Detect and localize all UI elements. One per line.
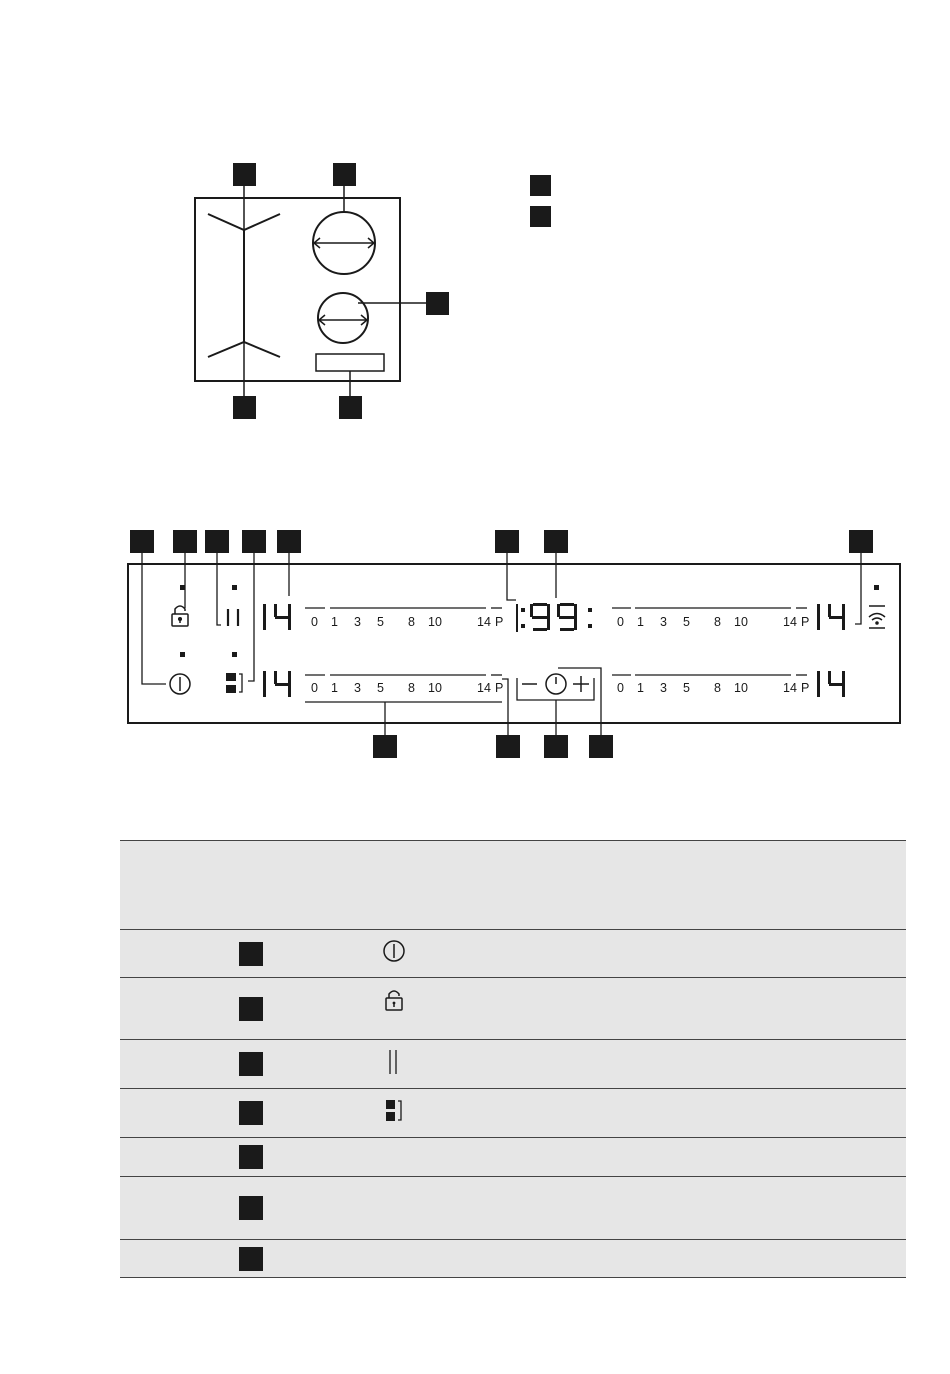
scale-label: 8 — [714, 681, 721, 695]
timer-controls — [522, 674, 589, 694]
scale-label: 3 — [660, 681, 667, 695]
symbol-reference-table — [120, 840, 906, 1278]
power-display-top-left — [263, 604, 291, 630]
scale-label: 3 — [354, 681, 361, 695]
bridge-icon — [226, 673, 242, 693]
scale-label: 1 — [331, 681, 338, 695]
pause-icon — [382, 1040, 644, 1089]
scale-label: 5 — [683, 681, 690, 695]
legend-marker — [530, 206, 551, 227]
power-icon — [382, 930, 644, 978]
scale-label: 1 — [331, 615, 338, 629]
power-scale-labels — [311, 615, 809, 695]
indicator-dot — [232, 652, 237, 657]
timer-display — [516, 603, 592, 632]
row-description — [644, 930, 906, 978]
table-header-row — [120, 841, 906, 930]
row-number-marker — [239, 1145, 263, 1169]
pause-icon — [228, 609, 238, 626]
indicator-dots — [180, 585, 879, 657]
scale-label: 5 — [377, 681, 384, 695]
callout-marker — [544, 530, 568, 553]
power-display-top-right — [817, 604, 845, 630]
bridge-zone-outline — [208, 214, 280, 357]
callout-marker — [373, 735, 397, 758]
panel-frame — [128, 564, 900, 723]
table-row — [120, 1240, 906, 1278]
callout-marker — [173, 530, 197, 553]
callout-marker — [242, 530, 266, 553]
row-number-marker — [239, 1247, 263, 1271]
scale-label: 5 — [377, 615, 384, 629]
scale-label: 0 — [311, 681, 318, 695]
scale-label: 14 — [783, 681, 797, 695]
callout-marker — [426, 292, 449, 315]
row-number-marker — [239, 1196, 263, 1220]
scale-label: 8 — [714, 615, 721, 629]
legend-marker — [530, 175, 551, 196]
scale-label: 10 — [734, 615, 748, 629]
table-row — [120, 978, 906, 1040]
table-row — [120, 1138, 906, 1177]
callout-marker — [233, 163, 256, 186]
callout-marker — [496, 735, 520, 758]
callout-marker — [333, 163, 356, 186]
row-number-marker — [239, 1101, 263, 1125]
callout-marker — [205, 530, 229, 553]
row-description — [644, 1138, 906, 1177]
table-row — [120, 1040, 906, 1089]
indicator-dot — [874, 585, 879, 590]
scale-label: 3 — [660, 615, 667, 629]
callout-marker — [130, 530, 154, 553]
scale-label: P — [801, 681, 810, 695]
scale-label: 10 — [734, 681, 748, 695]
hob2hood-icon — [869, 606, 885, 628]
row-number-marker — [239, 997, 263, 1021]
scale-label: 0 — [617, 615, 624, 629]
row-description — [644, 1089, 906, 1138]
power-display-bottom-right — [817, 671, 845, 697]
lock-icon — [172, 606, 188, 626]
scale-label: 14 — [477, 681, 491, 695]
row-number-marker — [239, 1052, 263, 1076]
table-header — [120, 841, 906, 930]
indicator-dot — [232, 585, 237, 590]
scale-label: 0 — [617, 681, 624, 695]
scale-label: 8 — [408, 681, 415, 695]
callout-marker — [849, 530, 873, 553]
row-number-marker — [239, 942, 263, 966]
row-description — [644, 1240, 906, 1278]
scale-label: 14 — [783, 615, 797, 629]
scale-label: P — [495, 681, 504, 695]
scale-label: 0 — [311, 615, 318, 629]
scale-label: 14 — [477, 615, 491, 629]
scale-label: 10 — [428, 681, 442, 695]
callout-marker — [277, 530, 301, 553]
hob-layout-diagram — [0, 0, 950, 440]
callout-marker — [589, 735, 613, 758]
table-row — [120, 930, 906, 978]
indicator-dot — [180, 585, 185, 590]
scale-label: 1 — [637, 615, 644, 629]
large-zone-diameter-arrow — [314, 238, 374, 248]
power-icon — [170, 674, 190, 694]
scale-label: 10 — [428, 615, 442, 629]
row-description — [644, 1177, 906, 1240]
row-description — [644, 1040, 906, 1089]
control-panel-diagram — [0, 520, 950, 760]
lock-icon — [382, 978, 644, 1040]
callout-marker — [233, 396, 256, 419]
row-description — [644, 978, 906, 1040]
scale-label: 1 — [637, 681, 644, 695]
scale-label: 8 — [408, 615, 415, 629]
control-panel-outline — [316, 354, 384, 371]
panel-callout-leaders — [142, 553, 861, 735]
power-display-bottom-left — [263, 671, 291, 697]
small-cooking-zone — [318, 293, 368, 343]
callout-marker — [339, 396, 362, 419]
callout-marker — [495, 530, 519, 553]
table-row — [120, 1177, 906, 1240]
small-zone-diameter-arrow — [319, 315, 367, 325]
callout-marker — [544, 735, 568, 758]
scale-label: 3 — [354, 615, 361, 629]
bridge-icon — [382, 1089, 644, 1138]
indicator-dot — [180, 652, 185, 657]
scale-label: 5 — [683, 615, 690, 629]
scale-label: P — [495, 615, 504, 629]
table-row — [120, 1089, 906, 1138]
scale-label: P — [801, 615, 810, 629]
